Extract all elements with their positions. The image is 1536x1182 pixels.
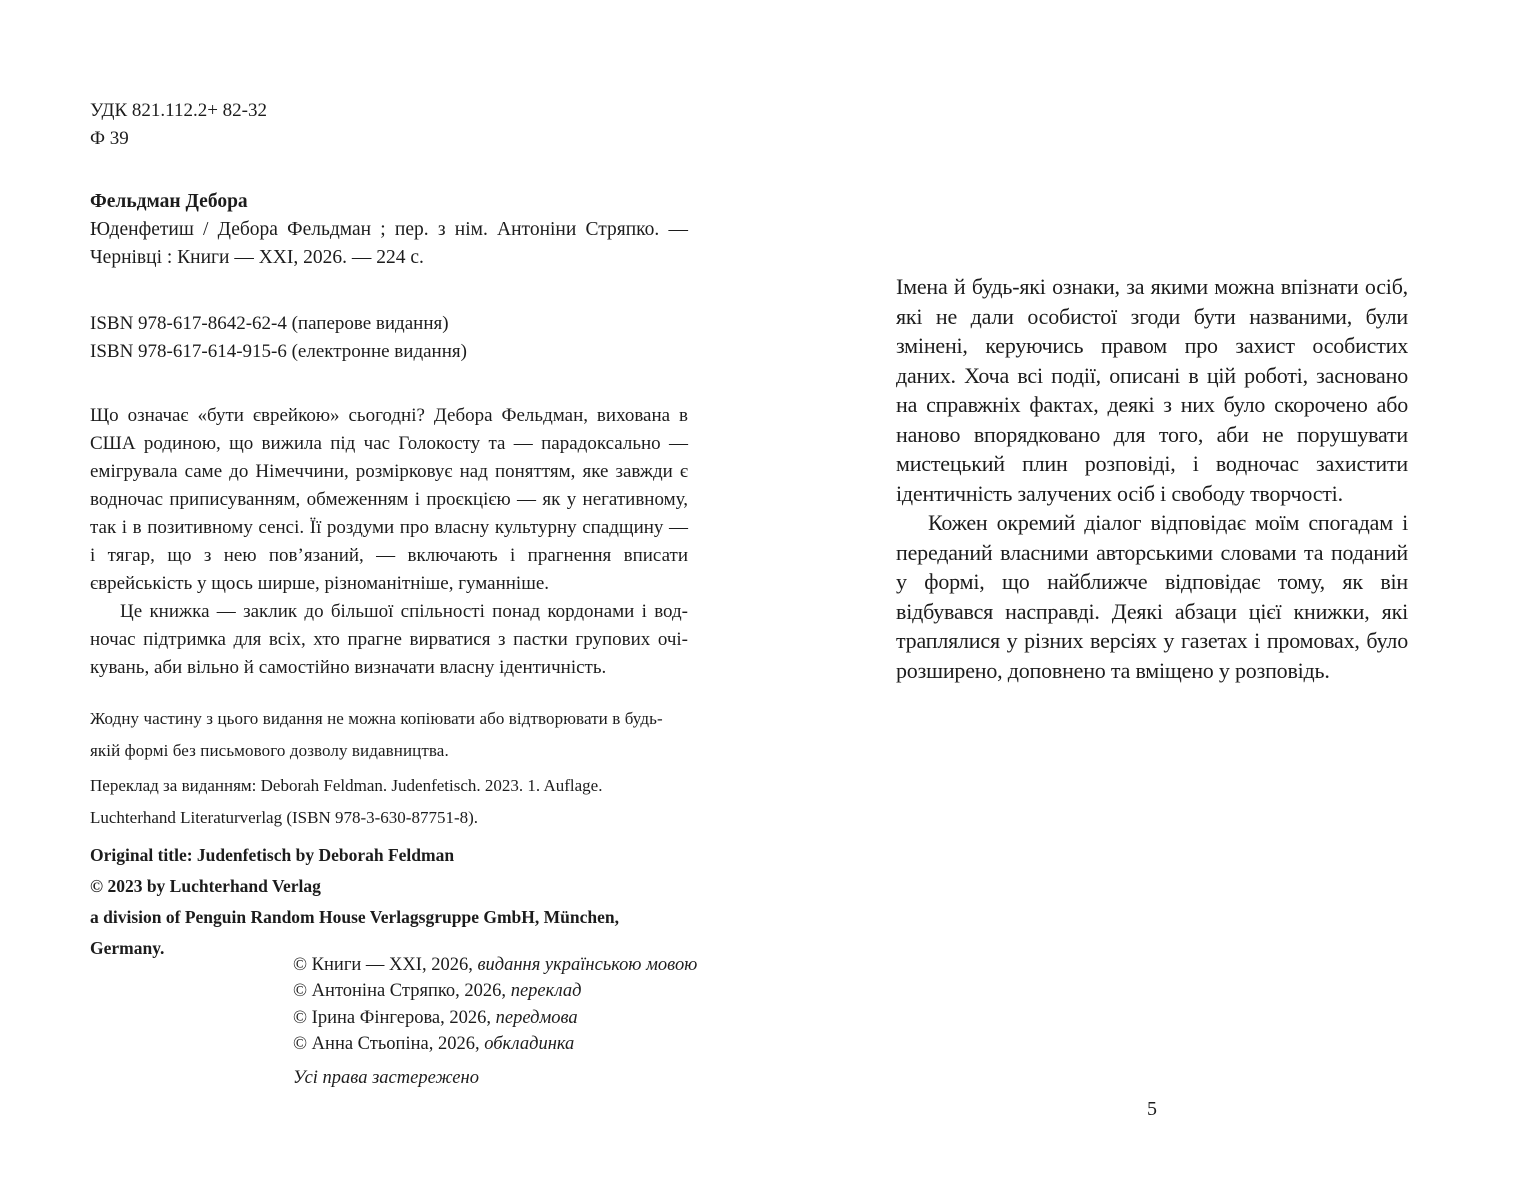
- udc-code: УДК 821.112.2+ 82-32: [90, 100, 268, 121]
- isbn-block: [90, 310, 688, 365]
- author-sign-code: Ф 39: [90, 128, 129, 149]
- disclaimer-paragraph-2: Кожен окремий діалог відповідає моїм спогадам і переданий власними авторськими словами та поданий у формі, що найближче відповідає тому, як він відбувався насправді. Деякі абзаци цієї книжки, які траплялися у різних версіях у газетах і промовах, було розширено, доповнено та вміщено у розповідь.: [896, 510, 1408, 683]
- copy-prohibition-notice: Жодну частину з цього видання не можна копіювати або відтворювати в будь-якій формі без письмового дозволу видавництва.: [90, 709, 663, 760]
- copyright-role: передмова: [495, 1007, 578, 1028]
- copyright-holder: © Анна Стьопіна, 2026,: [293, 1033, 485, 1054]
- copyright-line: [293, 1031, 713, 1057]
- author-heading: Фельдман Дебора: [90, 191, 248, 212]
- copyright-holder: © Антоніна Стряпко, 2026,: [293, 981, 511, 1002]
- source-edition-note: Переклад за виданням: Deborah Feldman. Judenfetisch. 2023. 1. Auflage. Luchterhand Literaturverlag (ISBN 978-3-630-87751-8).: [90, 776, 603, 827]
- copyright-holder: © Ірина Фінгерова, 2026,: [293, 1007, 496, 1028]
- original-title-line: Original title: Judenfetisch by Deborah Feldman: [90, 845, 455, 865]
- isbn-electronic-edition: ISBN 978-617-614-915-6 (електронне видання): [90, 340, 467, 362]
- page-number: 5: [1147, 1098, 1157, 1120]
- original-copyright-line: © 2023 by Luchterhand Verlag: [90, 876, 321, 896]
- ukrainian-copyright-list: [293, 952, 713, 1057]
- all-rights-reserved-note: Усі права застережено: [293, 1068, 479, 1088]
- legal-disclaimer-text: [896, 272, 1408, 685]
- udc-classification-block: [90, 97, 688, 153]
- book-annotation: [90, 402, 688, 682]
- disclaimer-paragraph-1: Імена й будь-які ознаки, за якими можна впізнати осіб, які не дали особистої згоди бути названими, були змінені, керуючись правом про захист особистих даних. Хоча всі події, описані в цій роботі, засновано на справжніх фактах, деякі з них було скорочено або наново впорядковано для того, аби не порушувати мистецький плин розповіді, і водночас захистити ідентичність залучених осіб і свободу творчості.: [896, 274, 1408, 506]
- copyright-role: переклад: [510, 981, 582, 1002]
- copyright-line: [293, 978, 713, 1004]
- copyright-role: обкладинка: [484, 1033, 575, 1054]
- original-publisher-line: a division of Penguin Random House Verlagsgruppe GmbH, München, Germany.: [90, 907, 619, 958]
- copyright-line: [293, 1005, 713, 1031]
- bibliographic-description: Юденфетиш / Дебора Фельдман ; пер. з нім. Антоніни Стряпко. — Чернівці : Книги — XXI, 2026. — 224 с.: [90, 219, 688, 268]
- copyright-line: [293, 952, 713, 978]
- copyright-role: видання українською мовою: [477, 955, 698, 975]
- bibliographic-record: [90, 188, 688, 272]
- copyright-holder: © Книги — XXI, 2026,: [293, 955, 478, 975]
- annotation-paragraph-1: Що означає «бути єврейкою» сьогодні? Дебора Фельдман, вихована в США родиною, що вижила під час Голокосту та — парадоксально — емігрувала саме до Німеччини, розмірковує над поняттям, яке завжди є водночас приписуванням, обмеженням і проєкцією — як у негативному, так і в позитивному сенсі. Її роздуми про власну культурну спадщину — і тягар, що з нею пов’язаний, — включають і прагнення вписати єврейськість у щось ширше, різноманітніше, гуманніше.: [90, 405, 688, 594]
- original-edition-block: [90, 840, 688, 964]
- isbn-print-edition: ISBN 978-617-8642-62-4 (паперове видання): [90, 313, 449, 334]
- annotation-paragraph-2: Це книжка — заклик до більшої спільності понад кордонами і водночас підтримка для всіх, хто прагне вирватися з пастки групових очікувань, аби вільно й самостійно визначати власну ідентичність.: [90, 601, 688, 678]
